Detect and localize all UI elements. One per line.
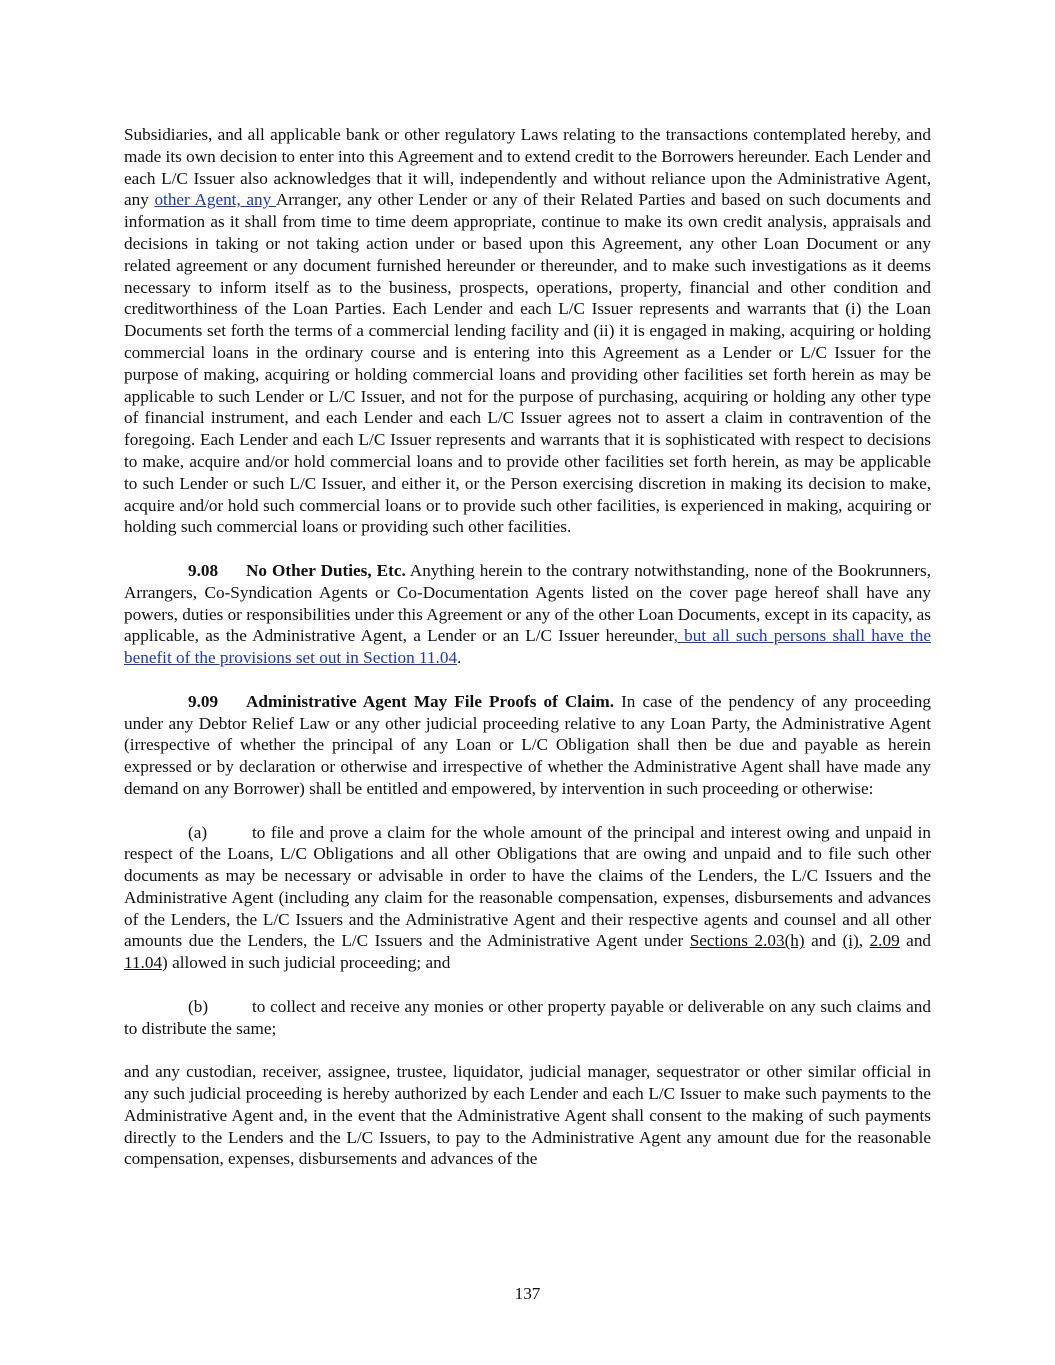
paragraph-final	[124, 1061, 931, 1170]
clause-text: ) allowed in such judicial proceeding; and	[162, 953, 451, 973]
section-text: Anything herein to the contrary notwithstanding, none of the Bookrunners, Arrangers, Co-Syndication Agents or Co-Documentation Agents listed on the cover page hereof shall have any powers, duties or responsibilities under this Agreement or any of the other Loan Documents, except in its capacity, as applicable, as the Administrative Agent, a Lender or an L/C Issuer hereunder	[124, 560, 931, 646]
paragraph-text: and any custodian, receiver, assignee, trustee, liquidator, judicial manager, sequestrator or other similar official in any such judicial proceeding is hereby authorized by each Lender and each L/C Issuer to make such payments to the Administrative Agent and, in the event that the Administrative Agent shall consent to the making of such payments directly to the Lenders and the L/C Issuers, to pay to the Administrative Agent any amount due for the reasonable compensation, expenses, disbursements and advances of the	[124, 1062, 931, 1169]
clause-text: to collect and receive any monies or other property payable or deliverable on any such claims and to distribute the same;	[124, 996, 931, 1038]
cross-reference-link[interactable]: 2.09	[869, 931, 900, 951]
cross-reference-link[interactable]: (i)	[842, 931, 859, 951]
clause-text: and	[804, 931, 843, 951]
cross-reference-link[interactable]: Sections 2.03(h)	[689, 931, 805, 951]
page-number: 137	[514, 1284, 541, 1303]
cross-reference-link[interactable]: 11.04	[124, 953, 163, 973]
section-title: No Other Duties, Etc.	[246, 560, 406, 580]
section-text: .	[457, 648, 462, 668]
paragraph-continuation	[124, 124, 931, 538]
paragraph-text: Subsidiaries, and all applicable bank or other regulatory Laws relating to the transactions contemplated hereby, and made its own decision to enter into this Agreement and to extend credit to the Borrowers hereunder. Each Lender and each L/C Issuer also acknowledges that it will, independently and without reliance upon the Administrative Agent, any	[124, 125, 931, 210]
clause-text: ,	[858, 931, 870, 951]
clause-a	[124, 822, 931, 975]
clause-b	[124, 996, 931, 1040]
clause-label: (b)	[188, 996, 209, 1016]
section-number: 9.08	[188, 560, 219, 580]
clause-text: and	[899, 931, 932, 951]
section-9-09	[124, 691, 931, 800]
clause-text: to file and prove a claim for the whole amount of the principal and interest owing and unpaid in respect of the Loans, L/C Obligations and all other Obligations that are owing and unpaid and to file such other documents as may be necessary or advisable in order to have the claims of the Lenders, the L/C Issuers and the Administrative Agent (including any claim for the reasonable compensation, expenses, disbursements and advances of the Lenders, the L/C Issuers and the Administrative Agent and their respective agents and counsel and all other amounts due the Lenders, the L/C Issuers and the Administrative Agent under	[124, 822, 931, 951]
section-9-08	[124, 560, 931, 669]
inserted-text-link[interactable]: , but all such persons shall have the benefit of the provisions set out in Section 11.04	[124, 626, 931, 668]
clause-label: (a)	[188, 822, 208, 842]
document-page	[124, 124, 931, 1170]
inserted-text-link[interactable]: other Agent, any	[154, 190, 276, 210]
paragraph-text: Arranger, any other Lender or any of their Related Parties and based on such documents and information as it shall from time to time deem appropriate, continue to make its own credit analysis, appraisals and decisions in taking or not taking action under or based upon this Agreement, any other Loan Document or any related agreement or any document furnished hereunder or thereunder, and to make such investigations as it deems necessary to inform itself as to the business, prospects, operations, property, financial and other condition and creditworthiness of the Loan Parties. Each Lender and each L/C Issuer represents and warrants that (i) the Loan Documents set forth the terms of a commercial lending facility and (ii) it is engaged in making, acquiring or holding commercial loans in the ordinary course and is entering into this Agreement as a Lender or L/C Issuer for the purpose of making, acquiring or holding commercial loans and providing other facilities set forth herein as may be applicable to such Lender or L/C Issuer, and not for the purpose of purchasing, acquiring or holding any other type of financial instrument, and each Lender and each L/C Issuer agrees not to assert a claim in contravention of the foregoing. Each Lender and each L/C Issuer represents and warrants that it is sophisticated with respect to decisions to make, acquire and/or hold commercial loans and to provide other facilities set forth herein, as may be applicable to such Lender or such L/C Issuer, and either it, or the Person exercising discretion in making its decision to make, acquire and/or hold such commercial loans or to provide such other facilities, is experienced in making, acquiring or holding such commercial loans or providing such other facilities.	[124, 190, 931, 537]
section-text: In case of the pendency of any proceeding under any Debtor Relief Law or any other judicial proceeding relative to any Loan Party, the Administrative Agent (irrespective of whether the principal of any Loan or L/C Obligation shall then be due and payable as herein expressed or by declaration or otherwise and irrespective of whether the Administrative Agent shall have made any demand on any Borrower) shall be entitled and empowered, by intervention in such proceeding or otherwise:	[124, 691, 931, 798]
section-title: Administrative Agent May File Proofs of Claim.	[246, 691, 615, 711]
section-number: 9.09	[188, 691, 219, 711]
